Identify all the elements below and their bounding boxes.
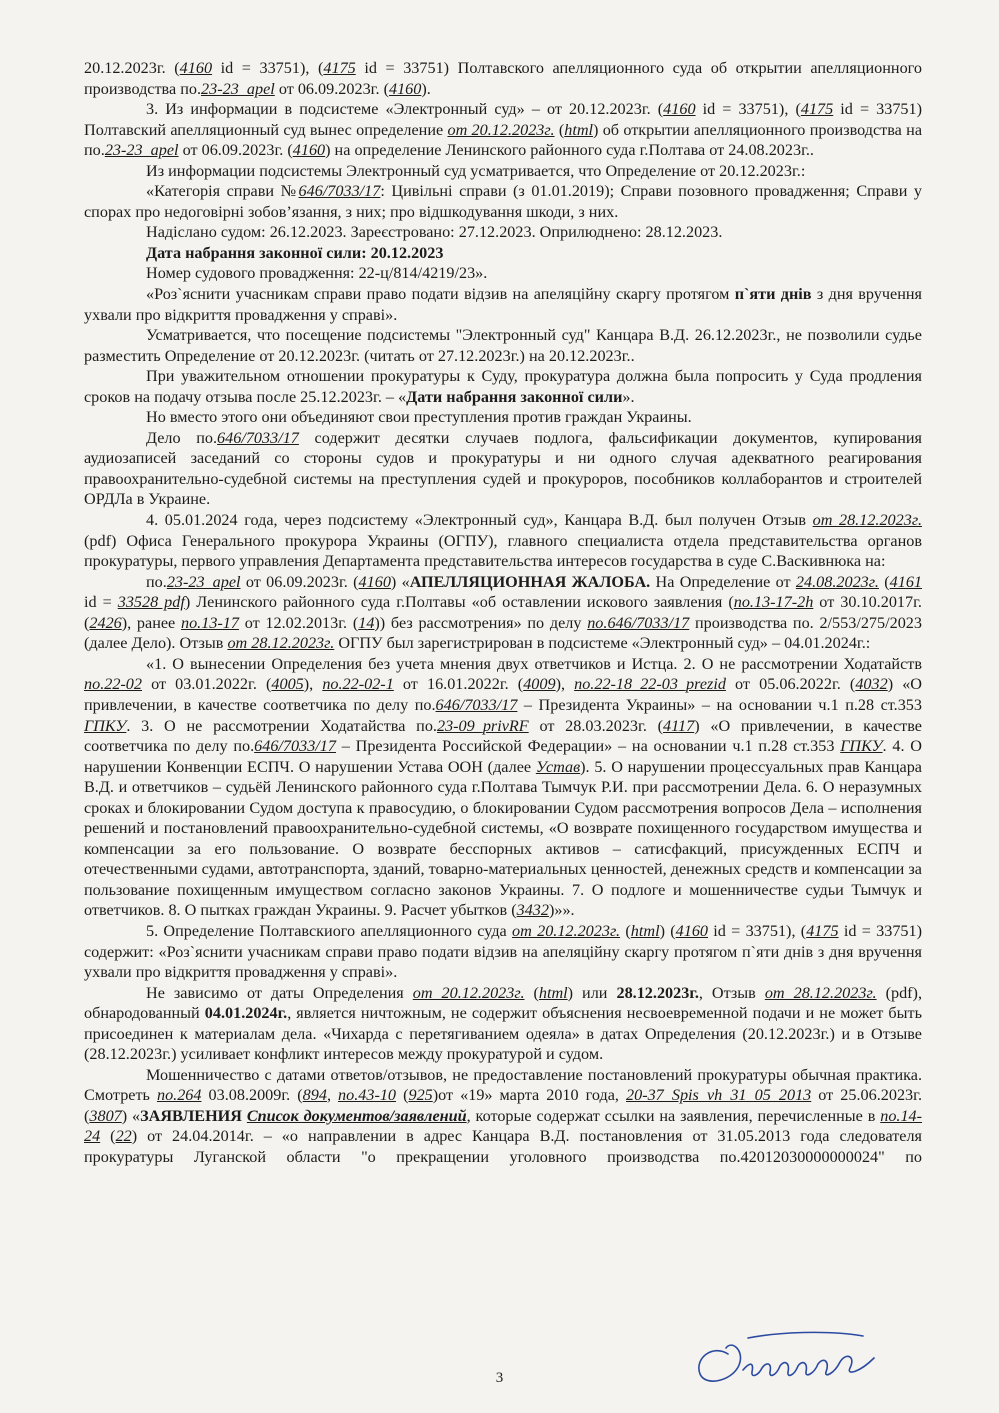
reference-link: 20-37_Spis_vh_31_05_2013 xyxy=(626,1086,812,1105)
text-run: ( xyxy=(878,572,890,591)
reference-link: 4160 xyxy=(358,572,391,591)
reference-link: 4175 xyxy=(806,921,839,940)
text-run: ) от 24.04.2014г. – «о направлении в адрес Канцара В.Д. постановления от 31.05.2013 года следователя прокуратуры Луганской области "о прекращении уголовного производства по.42012030000000024" по xyxy=(84,1127,923,1166)
document-body xyxy=(84,58,922,1168)
paragraph-p15 xyxy=(84,654,922,921)
reference-link: 646/7033/17 xyxy=(435,695,518,714)
text-run: )) без рассмотрения» по делу xyxy=(374,613,588,632)
reference-link: по.646/7033/17 xyxy=(587,613,690,632)
reference-link: от 28.12.2023г. xyxy=(812,511,922,530)
text-run: ), ранее xyxy=(121,613,181,632)
reference-link: по.14-24 xyxy=(84,1106,923,1146)
paragraph-p08 xyxy=(84,284,922,325)
bold-text: Дати набрання законної сили xyxy=(406,387,623,406)
text-run: – Президента Российской Федерации» – на основании ч.1 п.28 ст.353 xyxy=(335,737,841,756)
reference-link: 4117 xyxy=(663,716,695,735)
text-run: от 16.01.2022г. ( xyxy=(393,675,524,694)
text-run: : Цивільні справи (з 01.01.2019); Справи позовного провадження; Справи у спорах про недоговірні зобов’язання, з них; про відшкодування шкоди, з них. xyxy=(84,182,922,221)
text-run: ( xyxy=(620,921,631,940)
text-run: ( xyxy=(396,1086,409,1105)
reference-link: 3807 xyxy=(89,1106,122,1125)
text-run: от 06.09.2023г. ( xyxy=(178,141,293,160)
text-run: от 12.02.2013г. ( xyxy=(238,613,359,632)
text-run: ) ( xyxy=(659,921,676,940)
text-run: Номер судового провадження: 22-ц/814/4219/23». xyxy=(146,264,488,283)
reference-link: 646/7033/17 xyxy=(298,182,381,201)
reference-link: по.22-02-1 xyxy=(322,675,394,694)
text-run: от 05.06.2022г. ( xyxy=(725,675,856,694)
text-run: «1. О вынесении Определения без учета мнения двух ответчиков и Истца. 2. О не рассмотрении Ходатайств xyxy=(146,654,922,673)
text-run: id = 33751), ( xyxy=(695,100,801,119)
text-run: содержит десятки случаев подлога, фальсификации документов, купирования аудиозаписей заседаний со стороны судов и прокуратуры и ни одного случая адекватного реагирования правоохранительно-судебной системы на преступления судей и прокуроров, пособников коллаборантов и строителей ОРДЛа в Украине. xyxy=(84,428,922,509)
reference-link: по.13-17-2h xyxy=(733,593,814,612)
text-run: ( xyxy=(524,983,539,1002)
bold-text: Дата набрання законної сили: 20.12.2023 xyxy=(146,243,444,262)
paragraph-p05 xyxy=(84,222,922,243)
paragraph-p10 xyxy=(84,366,922,407)
text-run: от 06.09.2023г. ( xyxy=(240,572,359,591)
paragraph-p12 xyxy=(84,428,922,510)
reference-link: 4160 xyxy=(292,141,326,160)
text-run: , xyxy=(326,1086,339,1105)
text-run: ). 5. О нарушении процессуальных прав Канцара В.Д. и ответчиков – судьёй Ленинского районного суда г.Полтава Тымчук Р.И. при рассмотрении Дела. 6. О неразумных сроках и блокировании Судом доступа к правосудию, о блокировании Судом рассмотрения вопросов Дела – исполнения решений и постановлений правоохранительно-судебной системы, «О возврате похищенного государством имущества и компенсации за его пользование. О возврате бесспорных активов – сатисфакций, присужденных ЕСПЧ и отечественными судами, автотранспорта, зданий, товарно-материальных ценностей, денежных средств и компенсации за пользование похищенным имуществом согласно законов Украины. 7. О подлоге и мошенничестве судьи Тымчук и ответчиков. 8. О пытках граждан Украины. 9. Расчет убытков ( xyxy=(84,757,922,920)
reference-link: от 20.12.2023г. xyxy=(412,983,525,1002)
text-run: Усматривается, что посещение подсистемы "Электронный суд" Канцара В.Д. 26.12.2023г., не позволили судье разместить Определение от 20.12.2023г. (читать от 27.12.2023г.) на 20.12.2023г.. xyxy=(84,326,922,365)
text-run: ), xyxy=(555,675,575,694)
text-run: ) Ленинского районного суда г.Полтавы «об оставлении искового заявления ( xyxy=(184,593,734,612)
reference-link: Список документов/заявлений xyxy=(246,1106,467,1125)
text-run: Надіслано судом: 26.12.2023. Зареєстровано: 27.12.2023. Оприлюднено: 28.12.2023. xyxy=(146,223,723,242)
reference-link: 24.08.2023г. xyxy=(795,572,879,591)
text-run: ». xyxy=(622,387,635,406)
reference-link: 4175 xyxy=(800,100,834,119)
text-run: На Определение от xyxy=(650,572,796,591)
bold-text: 04.01.2024г. xyxy=(204,1004,288,1023)
text-run: ) «О привлечении, в качестве соответчика по делу по. xyxy=(84,675,922,714)
text-run: ОГПУ был зарегистрирован в подсистеме «Электронный суд» – 04.01.2024г.: xyxy=(334,634,871,653)
text-run: ), xyxy=(303,675,323,694)
text-run: )от «19» марта 2010 года, xyxy=(432,1086,627,1105)
text-run: по. xyxy=(146,572,167,591)
reference-link: по.13-17 xyxy=(180,613,239,632)
text-run: При уважительном отношении прокуратуры к Суду, прокуратура должна была попросить у Суда продления сроков на подачу отзыва после 25.12.2023г. – « xyxy=(84,367,922,406)
text-run: id = 33751), ( xyxy=(212,59,324,77)
text-run: ) об открытии апелляционного производства на по. xyxy=(84,120,923,160)
text-run: 5. Определение Полтавскиого апелляционного суда xyxy=(146,921,513,940)
bold-text: 28.12.2023г. xyxy=(616,983,699,1002)
reference-link: 22 xyxy=(115,1127,132,1146)
paragraph-p01 xyxy=(84,58,922,99)
reference-link: от 28.12.2023г. xyxy=(227,634,335,653)
text-run: от 28.03.2023г. ( xyxy=(528,716,664,735)
reference-link: 2426 xyxy=(89,613,122,632)
reference-link: по.264 xyxy=(156,1086,202,1105)
text-run: . 4. О нарушении Конвенции ЕСПЧ. О нарушении Устава ООН (далее xyxy=(84,737,922,776)
text-run: – Президента Украины» – на основании ч.1 п.28 ст.353 xyxy=(517,695,922,714)
paragraph-p17 xyxy=(84,983,922,1065)
text-run: id = 33751) содержит: «Роз`яснити учасникам справи право подати відзив на апеляційну скаргу протягом п`яти днів з дня вручення ухвали про відкриття провадження у справі». xyxy=(84,921,922,982)
text-run: от 30.10.2017г. ( xyxy=(84,593,922,632)
text-run: от 03.01.2022г. ( xyxy=(142,675,272,694)
reference-link: 4160 xyxy=(179,59,213,77)
reference-link: 925 xyxy=(408,1086,433,1105)
text-run: 3. Из информации в подсистеме «Электронный суд» – от 20.12.2023г. ( xyxy=(146,100,664,119)
text-run: id = 33751) Полтавского апелляционного суда об открытии апелляционного производства по. xyxy=(84,59,922,98)
text-run: (pdf) Офиса Генерального прокурора Украины (ОГПУ), главного специалиста отдела представительства органов прокуратуры, первого управления Департамента представительства интересов государства в суде С.Васкивнюка на: xyxy=(84,531,922,571)
reference-link: 23-23_apel xyxy=(201,79,275,98)
text-run: ( xyxy=(100,1127,116,1146)
text-run: ). xyxy=(421,79,431,98)
paragraph-p04 xyxy=(84,181,922,222)
bold-text: АПЕЛЛЯЦИОННАЯ ЖАЛОБА. xyxy=(409,572,651,591)
text-run: Но вместо этого они объединяют свои преступления против граждан Украины. xyxy=(146,408,692,427)
reference-link: 4161 xyxy=(889,572,922,591)
text-run: от 06.09.2023г. ( xyxy=(274,79,389,98)
text-run: ) « xyxy=(390,572,410,591)
reference-link: 4160 xyxy=(663,100,696,119)
reference-link: html xyxy=(564,120,594,139)
reference-link: 33528 pdf xyxy=(117,593,185,612)
text-run: Мошенничество с датами ответов/отзывов, не предоставление постановлений прокуратуры обычная практика. Смотреть xyxy=(84,1065,922,1105)
text-run: з дня вручення ухвали про відкриття провадження у справі». xyxy=(84,285,922,324)
reference-link: по.22-02 xyxy=(84,675,142,694)
reference-link: 14 xyxy=(358,613,375,632)
reference-link: 23-09_privRF xyxy=(436,716,529,735)
reference-link: 894 xyxy=(302,1086,327,1105)
reference-link: html xyxy=(538,983,568,1002)
text-run: «Категорія справи № xyxy=(146,182,299,201)
reference-link: Устав xyxy=(535,757,581,776)
paragraph-p02 xyxy=(84,99,922,161)
reference-link: 646/7033/17 xyxy=(217,428,299,447)
text-run: ( xyxy=(554,120,565,139)
text-run: id = 33751), ( xyxy=(708,921,807,940)
reference-link: от 20.12.2023г. xyxy=(512,921,621,940)
paragraph-p13 xyxy=(84,510,922,572)
text-run: ) или xyxy=(567,983,617,1002)
text-run: «Роз`яснити учасникам справи право подати відзив на апеляційну скаргу протягом xyxy=(146,285,735,304)
text-run: от 25.06.2023г. ( xyxy=(84,1086,922,1125)
text-run: id = xyxy=(84,593,118,612)
text-run: Не зависимо от даты Определения xyxy=(146,983,413,1002)
text-run: 4. 05.01.2024 года, через подсистему «Электронный суд», Канцара В.Д. был получен Отзыв xyxy=(146,511,813,530)
reference-link: по.43-10 xyxy=(338,1086,397,1105)
text-run: , является ничтожным, не содержит объяснения несвоевременной подачи и не может быть присоединен к материалам дела. «Чихарда с перетягиванием одеяла» в датах Определения (20.12.2023г.) и в Отзыве (28.12.2023г.) усиливает конфликт интересов между прокуратурой и судом. xyxy=(84,1004,922,1064)
paragraph-p03 xyxy=(84,161,922,182)
text-run: Дело по. xyxy=(146,428,218,447)
text-run: id = 33751) Полтавский апелляционный суд вынес определение xyxy=(84,100,922,139)
reference-link: 4160 xyxy=(675,921,709,940)
signature-stroke xyxy=(699,1332,874,1381)
text-run: ) «О привлечении, в качестве соответчика по делу по. xyxy=(84,716,922,756)
reference-link: 4009 xyxy=(523,675,556,694)
paragraph-p07 xyxy=(84,263,922,284)
reference-link: по.22-18_22-03_prezid xyxy=(574,675,726,694)
paragraph-p06 xyxy=(84,243,922,264)
text-run: . 3. О не рассмотрении Ходатайства по. xyxy=(126,716,437,735)
paragraph-p09 xyxy=(84,325,922,366)
reference-link: html xyxy=(630,921,660,940)
paragraph-p14 xyxy=(84,572,922,654)
text-run: , которые содержат ссылки на заявления, перечисленные в xyxy=(466,1106,881,1125)
reference-link: ГПКУ xyxy=(84,716,127,735)
text-run: Из информации подсистемы Электронный суд усматривается, что Определение от 20.12.2023г.: xyxy=(146,161,806,180)
text-run: 20.12.2023г. ( xyxy=(84,59,180,77)
text-run: , Отзыв xyxy=(698,983,765,1002)
text-run: производства по. 2/553/275/2023 (далее Дело). Отзыв xyxy=(84,613,922,653)
reference-link: 646/7033/17 xyxy=(254,737,336,756)
text-run: (pdf), обнародованный xyxy=(84,983,922,1023)
reference-link: 3432 xyxy=(516,901,549,920)
reference-link: 23-23_apel xyxy=(166,572,241,591)
text-run: ) на определение Ленинского районного суда г.Полтава от 24.08.2023г.. xyxy=(325,141,814,160)
reference-link: 4005 xyxy=(271,675,304,694)
text-run: 03.08.2009г. ( xyxy=(201,1086,303,1105)
paragraph-p11 xyxy=(84,407,922,428)
bold-text: п`яти днів xyxy=(734,285,812,304)
reference-link: ГПКУ xyxy=(840,737,883,756)
signature-image xyxy=(688,1322,888,1392)
reference-link: 23-23_apel xyxy=(104,141,179,160)
paragraph-p16 xyxy=(84,921,922,983)
text-run: )»». xyxy=(548,901,575,920)
bold-text: ЗАЯВЛЕНИЯ xyxy=(140,1106,242,1125)
reference-link: 4175 xyxy=(323,59,356,77)
reference-link: 4032 xyxy=(855,675,888,694)
reference-link: от 28.12.2023г. xyxy=(764,983,877,1002)
reference-link: 4160 xyxy=(388,79,422,98)
text-run: ) « xyxy=(121,1106,141,1125)
page-number: 3 xyxy=(495,1370,504,1386)
paragraph-p18 xyxy=(84,1065,922,1168)
reference-link: от 20.12.2023г. xyxy=(447,120,555,139)
